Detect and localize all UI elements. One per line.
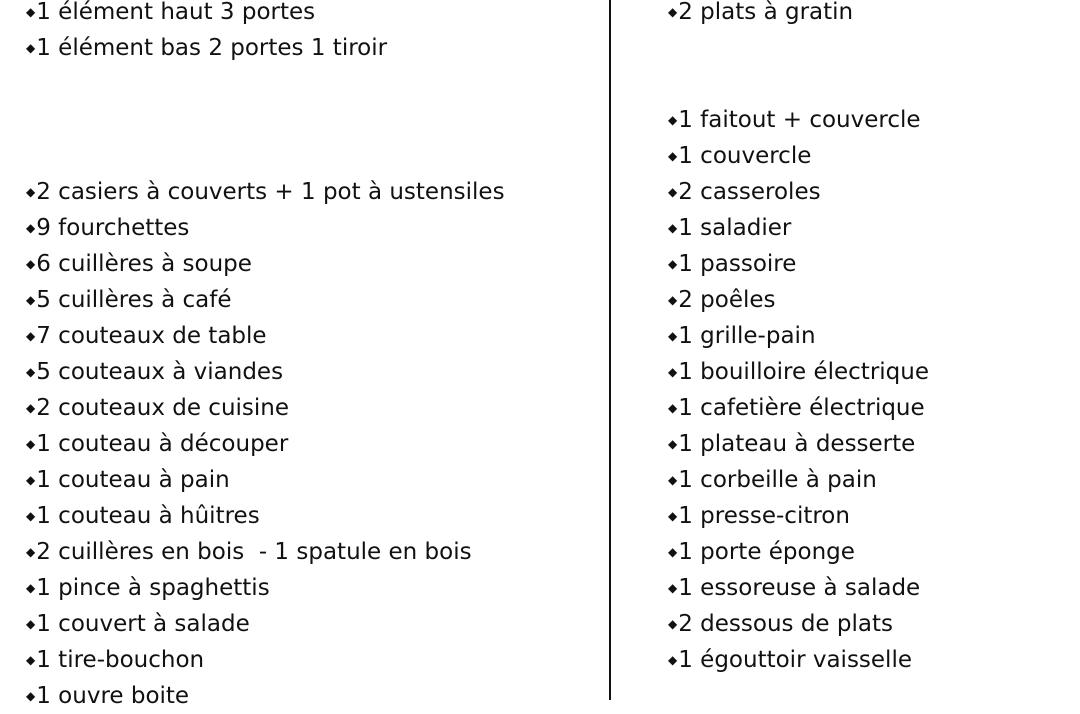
list-item	[26, 0, 315, 30]
list-item-text: 6 cuillères à soupe	[36, 251, 252, 277]
list-item	[26, 174, 505, 210]
list-item-text: 2 plats à gratin	[678, 0, 854, 25]
list-item-text: 5 cuillères à café	[36, 287, 232, 313]
list-item-text: 2 poêles	[678, 287, 776, 313]
list-item	[26, 606, 250, 642]
diamond-bullet-icon: ◆	[668, 437, 678, 451]
list-item-text: 1 porte éponge	[678, 539, 855, 565]
diamond-bullet-icon: ◆	[668, 653, 678, 667]
diamond-bullet-icon: ◆	[668, 329, 678, 343]
list-item	[668, 138, 811, 174]
list-item	[668, 390, 925, 426]
list-item	[26, 318, 267, 354]
diamond-bullet-icon: ◆	[668, 401, 678, 415]
list-item-text: 1 bouilloire électrique	[678, 359, 929, 385]
list-item-text: 2 couteaux de cuisine	[36, 395, 290, 421]
diamond-bullet-icon: ◆	[668, 113, 678, 127]
list-item	[668, 210, 791, 246]
list-item-text: 1 faitout + couvercle	[678, 107, 921, 133]
list-item-text: 1 couteau à hûitres	[36, 503, 260, 529]
diamond-bullet-icon: ◆	[668, 509, 678, 523]
diamond-bullet-icon: ◆	[26, 653, 36, 667]
list-item	[668, 642, 912, 678]
diamond-bullet-icon: ◆	[26, 401, 36, 415]
list-item	[26, 354, 283, 390]
list-item-text: 1 égouttoir vaisselle	[678, 647, 912, 673]
list-item-text: 2 dessous de plats	[678, 611, 893, 637]
list-item	[668, 318, 816, 354]
list-item	[668, 246, 796, 282]
list-item-text: 1 couteau à pain	[36, 467, 230, 493]
list-item	[26, 534, 472, 570]
diamond-bullet-icon: ◆	[26, 41, 36, 55]
list-item-text: 1 tire-bouchon	[36, 647, 205, 673]
list-item	[668, 102, 921, 138]
diamond-bullet-icon: ◆	[668, 581, 678, 595]
list-item-text: 2 casseroles	[678, 179, 821, 205]
list-item	[26, 30, 387, 66]
list-item-text: 1 couvert à salade	[36, 611, 250, 637]
column-divider	[609, 0, 611, 700]
diamond-bullet-icon: ◆	[668, 617, 678, 631]
diamond-bullet-icon: ◆	[26, 5, 36, 19]
diamond-bullet-icon: ◆	[26, 185, 36, 199]
diamond-bullet-icon: ◆	[668, 149, 678, 163]
list-item	[26, 426, 288, 462]
list-item	[26, 498, 260, 534]
diamond-bullet-icon: ◆	[26, 365, 36, 379]
diamond-bullet-icon: ◆	[26, 257, 36, 271]
list-item-text: 1 presse-citron	[678, 503, 850, 529]
list-item-text: 1 plateau à desserte	[678, 431, 916, 457]
list-item-text: 1 essoreuse à salade	[678, 575, 921, 601]
diamond-bullet-icon: ◆	[26, 329, 36, 343]
list-item	[668, 426, 915, 462]
list-item	[668, 462, 877, 498]
list-item	[26, 462, 230, 498]
diamond-bullet-icon: ◆	[26, 545, 36, 559]
list-item	[26, 642, 204, 678]
list-item	[668, 354, 929, 390]
list-item-text: 1 couteau à découper	[36, 431, 289, 457]
diamond-bullet-icon: ◆	[668, 473, 678, 487]
diamond-bullet-icon: ◆	[668, 185, 678, 199]
diamond-bullet-icon: ◆	[668, 545, 678, 559]
list-item	[668, 534, 855, 570]
diamond-bullet-icon: ◆	[26, 509, 36, 523]
list-item	[668, 570, 920, 606]
list-item-text: 1 grille-pain	[678, 323, 816, 349]
list-item-text: 2 cuillères en bois - 1 spatule en bois	[36, 539, 472, 565]
list-item-text: 1 cafetière électrique	[678, 395, 925, 421]
diamond-bullet-icon: ◆	[668, 221, 678, 235]
list-item-text: 1 ouvre boite	[36, 683, 190, 709]
diamond-bullet-icon: ◆	[26, 437, 36, 451]
list-item-text: 7 couteaux de table	[36, 323, 267, 349]
list-item-text: 1 couvercle	[678, 143, 812, 169]
diamond-bullet-icon: ◆	[26, 473, 36, 487]
list-item-text: 2 casiers à couverts + 1 pot à ustensiles	[36, 179, 505, 205]
list-item	[26, 390, 289, 426]
list-item	[26, 678, 189, 714]
list-item	[26, 246, 252, 282]
list-item	[668, 606, 893, 642]
diamond-bullet-icon: ◆	[26, 581, 36, 595]
list-item	[26, 282, 232, 318]
diamond-bullet-icon: ◆	[26, 221, 36, 235]
list-item	[26, 210, 189, 246]
diamond-bullet-icon: ◆	[668, 293, 678, 307]
diamond-bullet-icon: ◆	[26, 293, 36, 307]
list-item-text: 1 élément haut 3 portes	[36, 0, 316, 25]
list-item	[668, 174, 821, 210]
list-item-text: 1 pince à spaghettis	[36, 575, 270, 601]
list-item	[668, 498, 850, 534]
list-item-text: 1 passoire	[678, 251, 797, 277]
list-item	[26, 570, 270, 606]
diamond-bullet-icon: ◆	[668, 5, 678, 19]
list-item-text: 5 couteaux à viandes	[36, 359, 284, 385]
diamond-bullet-icon: ◆	[26, 689, 36, 703]
list-item-text: 1 saladier	[678, 215, 792, 241]
diamond-bullet-icon: ◆	[26, 617, 36, 631]
diamond-bullet-icon: ◆	[668, 365, 678, 379]
list-item	[668, 0, 853, 30]
list-item-text: 1 corbeille à pain	[678, 467, 877, 493]
list-item-text: 9 fourchettes	[36, 215, 190, 241]
list-item-text: 1 élément bas 2 portes 1 tiroir	[36, 35, 388, 61]
diamond-bullet-icon: ◆	[668, 257, 678, 271]
list-item	[668, 282, 776, 318]
